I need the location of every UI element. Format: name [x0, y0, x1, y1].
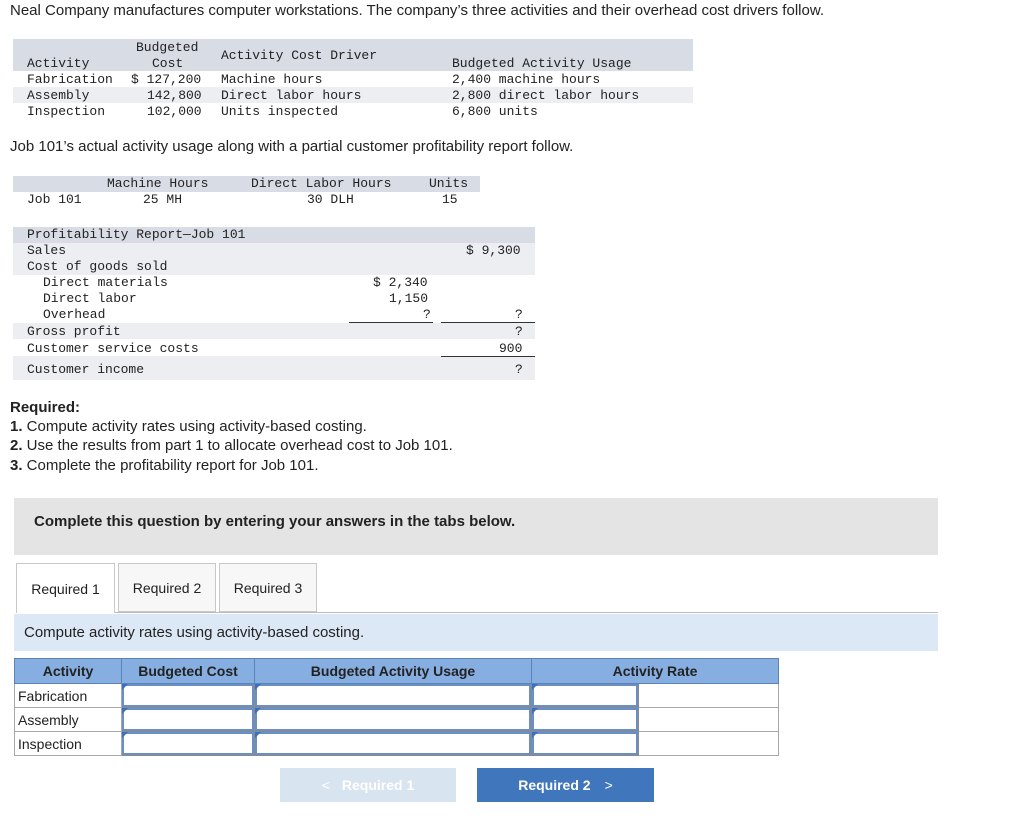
- report-dm-value: $ 2,340: [373, 275, 428, 290]
- activity-header-usage: Budgeted Activity Usage: [452, 56, 632, 71]
- report-income-value: ?: [515, 362, 523, 377]
- required-item: [10, 418, 367, 435]
- report-service-value: 900: [499, 341, 523, 356]
- fabrication-usage-input[interactable]: [255, 684, 532, 708]
- row-label-inspection: Inspection: [15, 732, 122, 756]
- report-sales-label: Sales: [27, 243, 67, 258]
- activity-row-usage: 6,800 units: [452, 104, 538, 119]
- job-table-header-bg: [13, 176, 480, 192]
- table-header-row: [15, 659, 779, 684]
- required-item-text: Compute activity rates using activity-based costing.: [22, 418, 367, 435]
- col-header-budgeted-cost: Budgeted Cost: [122, 659, 255, 684]
- report-band: [13, 243, 535, 259]
- report-dl-label: Direct labor: [43, 291, 137, 306]
- report-title: Profitability Report—Job 101: [27, 227, 246, 242]
- fabrication-rate-input[interactable]: [532, 684, 639, 708]
- required-title: Required:: [10, 399, 81, 416]
- activity-row-driver: Machine hours: [221, 72, 323, 87]
- intro-text: Neal Company manufactures computer workstations. The company’s three activities and their overhead cost drivers follow.: [10, 2, 824, 19]
- input-flag-icon: [532, 708, 538, 714]
- tab-divider: [115, 612, 938, 613]
- job-row-label: Job 101: [27, 192, 82, 207]
- report-cogs-label: Cost of goods sold: [27, 259, 168, 274]
- next-button-label: Required 2: [518, 777, 591, 793]
- input-flag-icon: [255, 708, 261, 714]
- activity-row-driver: Direct labor hours: [221, 88, 362, 103]
- input-flag-icon: [532, 684, 538, 690]
- job-row-units: 15: [442, 192, 458, 207]
- tab-required-1[interactable]: Required 1: [16, 563, 115, 613]
- report-dm-label: Direct materials: [43, 275, 168, 290]
- table-row: [15, 732, 779, 756]
- report-income-label: Customer income: [27, 362, 145, 377]
- report-rule: [441, 356, 535, 357]
- instruction-bar: [14, 614, 938, 651]
- activity-row-name: Assembly: [27, 88, 90, 103]
- activity-row-name: Fabrication: [27, 72, 113, 87]
- report-rule: [349, 322, 433, 323]
- table-row: [15, 684, 779, 708]
- input-flag-icon: [255, 732, 261, 738]
- complete-prompt-box: [14, 498, 938, 555]
- row-label-assembly: Assembly: [15, 708, 122, 732]
- instruction-text: Compute activity rates using activity-based costing.: [24, 624, 365, 641]
- required-item-text: Complete the profitability report for Job 101.: [22, 457, 319, 474]
- required-item: [10, 457, 319, 474]
- report-gross-value: ?: [515, 324, 523, 339]
- tab-required-2[interactable]: Required 2: [118, 563, 216, 612]
- activity-header-driver: Activity Cost Driver: [221, 48, 378, 63]
- required-item: [10, 437, 453, 454]
- report-sales-value: $ 9,300: [466, 243, 521, 258]
- input-flag-icon: [122, 732, 128, 738]
- inspection-usage-input[interactable]: [255, 732, 532, 756]
- report-service-label: Customer service costs: [27, 341, 199, 356]
- prev-button[interactable]: [280, 768, 456, 802]
- activity-row-usage: 2,400 machine hours: [452, 72, 601, 87]
- activity-row-cost: 102,000: [147, 104, 202, 119]
- input-flag-icon: [255, 684, 261, 690]
- inspection-rate-input[interactable]: [532, 732, 639, 756]
- assembly-usage-input[interactable]: [255, 708, 532, 732]
- required-item-text: Use the results from part 1 to allocate overhead cost to Job 101.: [22, 437, 453, 454]
- row-label-fabrication: Fabrication: [15, 684, 122, 708]
- col-header-activity-rate: Activity Rate: [532, 659, 779, 684]
- fabrication-cost-input[interactable]: [122, 684, 255, 708]
- next-button[interactable]: [477, 768, 654, 802]
- required-item-num: 1.: [10, 418, 23, 435]
- required-item-num: 2.: [10, 437, 23, 454]
- report-dl-value: 1,150: [389, 291, 429, 306]
- report-cogs-total: ?: [515, 307, 523, 322]
- job-header-mh: Machine Hours: [107, 176, 209, 191]
- job-header-units: Units: [429, 176, 469, 191]
- tab-required-3[interactable]: Required 3: [219, 563, 317, 612]
- assembly-rate-input[interactable]: [532, 708, 639, 732]
- input-flag-icon: [122, 684, 128, 690]
- job-header-dlh: Direct Labor Hours: [251, 176, 392, 191]
- activity-row-cost: 142,800: [147, 88, 202, 103]
- report-oh-label: Overhead: [43, 307, 106, 322]
- activity-header-cost-line1: Budgeted: [136, 40, 199, 55]
- input-flag-icon: [532, 732, 538, 738]
- assembly-rate-unit: [639, 708, 779, 732]
- chevron-left-icon: <: [321, 777, 330, 793]
- activity-header-cost-line2: Cost: [152, 56, 184, 71]
- table-row: [15, 708, 779, 732]
- job-intro-text: Job 101’s actual activity usage along with a partial customer profitability report follow.: [10, 138, 574, 155]
- activity-rate-table: [14, 658, 779, 756]
- inspection-cost-input[interactable]: [122, 732, 255, 756]
- activity-row-name: Inspection: [27, 104, 106, 119]
- fabrication-rate-unit: [639, 684, 779, 708]
- activity-header-activity: Activity: [27, 56, 90, 71]
- chevron-right-icon: >: [604, 777, 613, 793]
- assembly-cost-input[interactable]: [122, 708, 255, 732]
- report-rule: [441, 322, 535, 323]
- report-oh-value: ?: [423, 307, 431, 322]
- job-row-dlh: 30 DLH: [307, 192, 354, 207]
- inspection-rate-unit: [639, 732, 779, 756]
- input-flag-icon: [122, 708, 128, 714]
- activity-row-cost: $ 127,200: [131, 72, 202, 87]
- complete-prompt-text: Complete this question by entering your answers in the tabs below.: [34, 513, 516, 530]
- job-row-mh: 25 MH: [143, 192, 183, 207]
- required-item-num: 3.: [10, 457, 23, 474]
- activity-row-usage: 2,800 direct labor hours: [452, 88, 640, 103]
- col-header-activity: Activity: [15, 659, 122, 684]
- prev-button-label: Required 1: [341, 777, 415, 793]
- report-gross-label: Gross profit: [27, 324, 121, 339]
- activity-row-driver: Units inspected: [221, 104, 339, 119]
- col-header-budgeted-usage: Budgeted Activity Usage: [255, 659, 532, 684]
